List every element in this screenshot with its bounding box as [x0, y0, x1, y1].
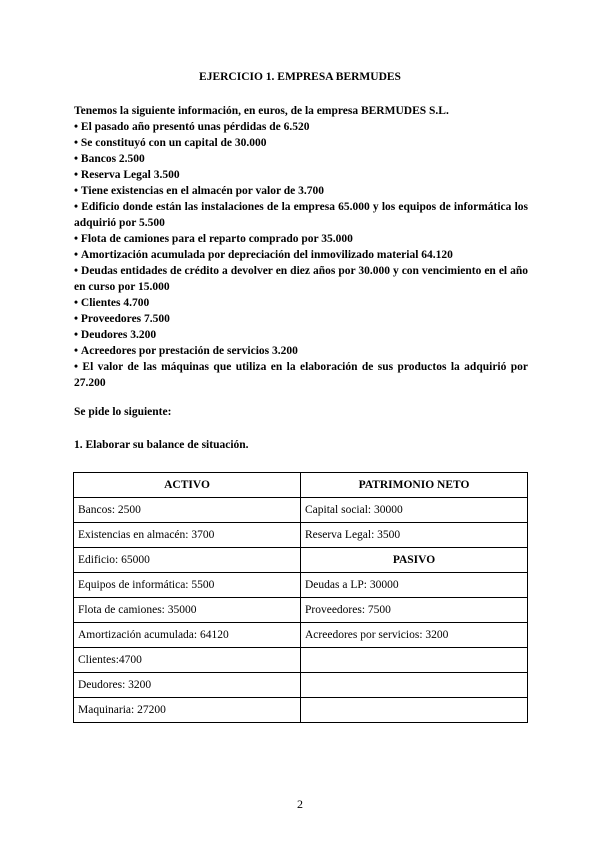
table-cell: Flota de camiones: 35000: [74, 598, 301, 623]
table-cell: Capital social: 30000: [301, 498, 528, 523]
list-item: • Acreedores por prestación de servicios 3.200: [74, 343, 528, 359]
activo-header: ACTIVO: [74, 473, 301, 498]
list-item: • Amortización acumulada por depreciación del inmovilizado material 64.120: [74, 247, 528, 263]
table-cell: Bancos: 2500: [74, 498, 301, 523]
table-row: [74, 498, 528, 523]
table-row: [74, 548, 528, 573]
balance-sheet-table: [73, 472, 528, 723]
list-item: • Tiene existencias en el almacén por valor de 3.700: [74, 183, 528, 199]
table-header-row: [74, 473, 528, 498]
table-cell: Existencias en almacén: 3700: [74, 523, 301, 548]
table-cell: Acreedores por servicios: 3200: [301, 623, 528, 648]
pasivo-header: PASIVO: [301, 548, 528, 573]
list-item: • Clientes 4.700: [74, 295, 528, 311]
table-cell: Edificio: 65000: [74, 548, 301, 573]
request-heading: Se pide lo siguiente:: [74, 406, 172, 418]
table-row: [74, 573, 528, 598]
list-item: • Bancos 2.500: [74, 151, 528, 167]
table-cell: Equipos de informática: 5500: [74, 573, 301, 598]
list-item: • Reserva Legal 3.500: [74, 167, 528, 183]
table-cell: Clientes:4700: [74, 648, 301, 673]
table-cell: Deudores: 3200: [74, 673, 301, 698]
list-item: • El valor de las máquinas que utiliza en la elaboración de sus productos la adquirió por 27.200: [74, 359, 528, 391]
table-cell: Maquinaria: 27200: [74, 698, 301, 723]
table-row: [74, 648, 528, 673]
list-item: • Flota de camiones para el reparto comprado por 35.000: [74, 231, 528, 247]
intro-line: Tenemos la siguiente información, en euros, de la empresa BERMUDES S.L.: [74, 105, 449, 117]
table-row: [74, 698, 528, 723]
page-number: 2: [297, 797, 303, 811]
patrimonio-neto-header: PATRIMONIO NETO: [301, 473, 528, 498]
table-row: [74, 623, 528, 648]
list-item: • Se constituyó con un capital de 30.000: [74, 135, 528, 151]
table-cell: [301, 698, 528, 723]
question-1: 1. Elaborar su balance de situación.: [74, 439, 249, 451]
table-row: [74, 673, 528, 698]
table-cell: Reserva Legal: 3500: [301, 523, 528, 548]
table-cell: [301, 673, 528, 698]
list-item: • Deudas entidades de crédito a devolver en diez años por 30.000 y con vencimiento en el año en curso por 15.000: [74, 263, 528, 295]
exercise-title: EJERCICIO 1. EMPRESA BERMUDES: [199, 71, 401, 83]
statement-text: [74, 103, 528, 391]
list-item: • Deudores 3.200: [74, 327, 528, 343]
table-cell: Proveedores: 7500: [301, 598, 528, 623]
table-cell: Amortización acumulada: 64120: [74, 623, 301, 648]
table-row: [74, 598, 528, 623]
list-item: • El pasado año presentó unas pérdidas de 6.520: [74, 119, 528, 135]
list-item: • Edificio donde están las instalaciones de la empresa 65.000 y los equipos de informática los adquirió por 5.500: [74, 199, 528, 231]
table-row: [74, 523, 528, 548]
table-cell: [301, 648, 528, 673]
table-cell: Deudas a LP: 30000: [301, 573, 528, 598]
list-item: • Proveedores 7.500: [74, 311, 528, 327]
